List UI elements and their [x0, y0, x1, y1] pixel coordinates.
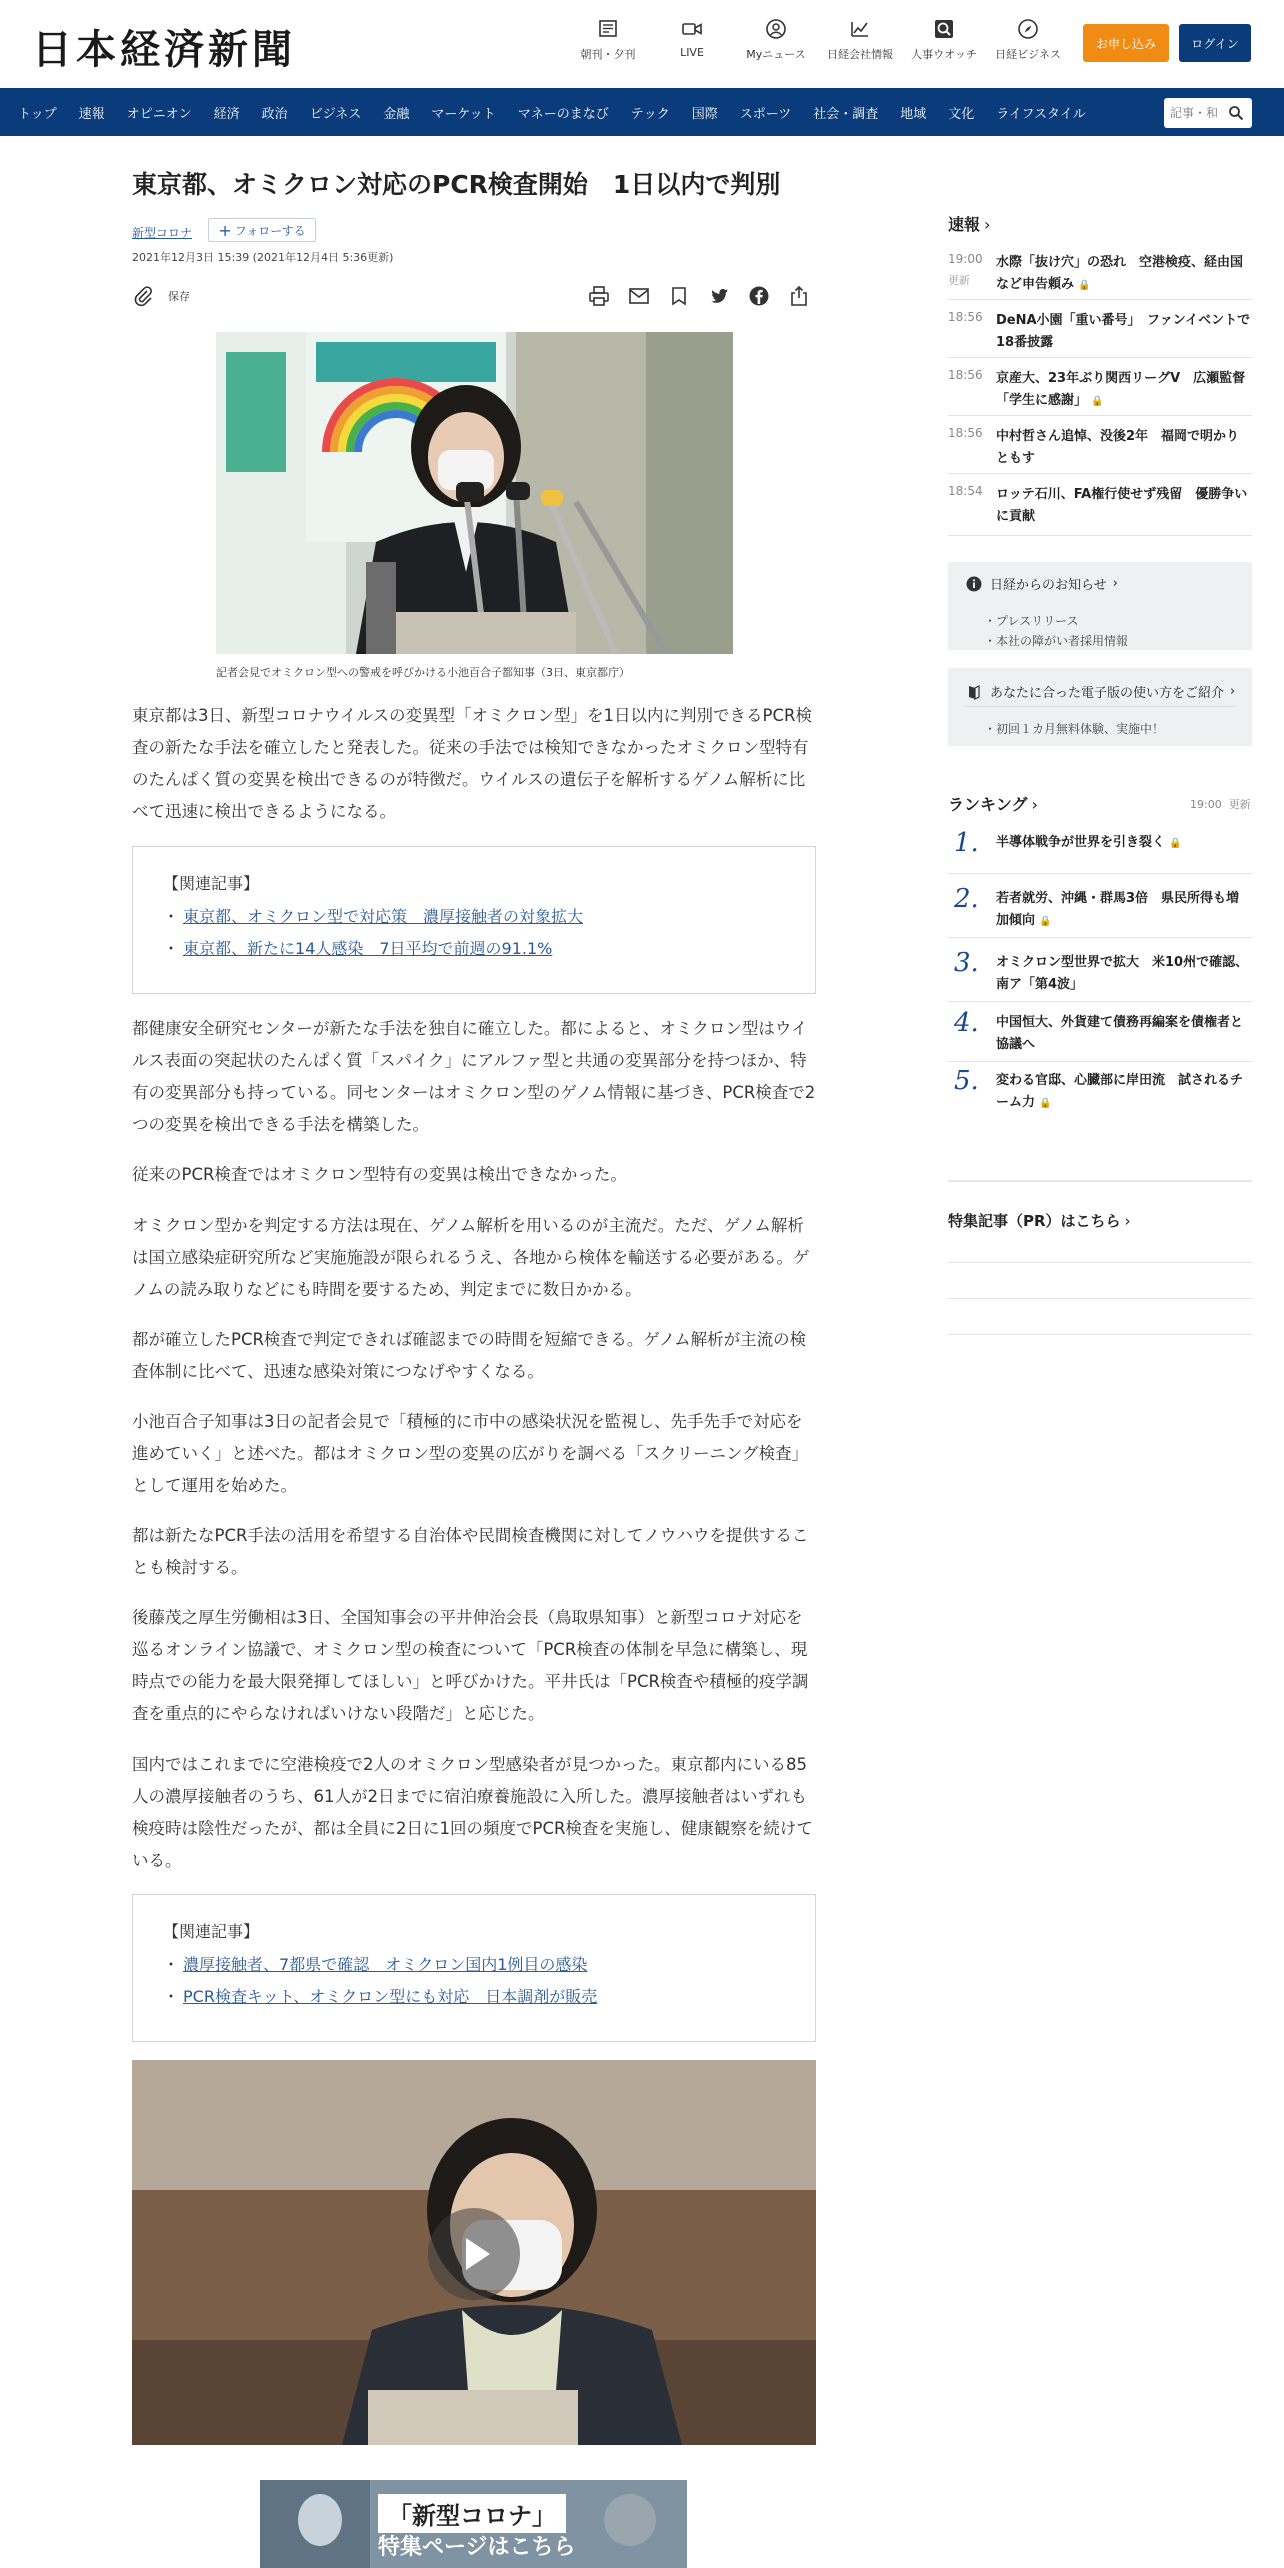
- related-articles-box: [132, 1894, 816, 2042]
- share-toolbar: [588, 285, 828, 307]
- nav-item[interactable]: 経済: [213, 106, 240, 122]
- breaking-news-item[interactable]: [948, 426, 1252, 474]
- header-link-label: 人事ウオッチ: [911, 48, 977, 61]
- section-divider: [948, 1180, 1252, 1182]
- breaking-news-item[interactable]: [948, 252, 1252, 300]
- newspaper-icon: [597, 18, 619, 40]
- nav-items: [18, 88, 1108, 136]
- header-link-label: 日経ビジネス: [995, 48, 1061, 61]
- header-link-company-info[interactable]: [818, 18, 902, 62]
- ebook-guide-box: [948, 668, 1252, 746]
- notice-item[interactable]: ・プレスリリース: [984, 614, 1079, 628]
- nav-item[interactable]: オピニオン: [126, 106, 192, 122]
- play-icon: [428, 2208, 520, 2300]
- article-paragraph: 後藤茂之厚生労働相は3日、全国知事会の平井伸治会長（鳥取県知事）と新型コロナ対応を巡るオンライン協議で、オミクロン型の検査について「PCR検査の体制を早急に構築し、現時点での能力を最大限発揮してほしい」と呼びかけた。平井氏は「PCR検査や積極的疫学調査を重点的にやらなければいけない段階だ」と応じた。: [132, 1608, 809, 1723]
- banner-line2: 特集ページはこちら: [378, 2535, 576, 2560]
- rank-number: 3.: [954, 948, 979, 978]
- ranking-item[interactable]: [948, 884, 1252, 938]
- nav-item[interactable]: マーケット: [431, 106, 496, 122]
- article-paragraph: 都は新たなPCR手法の活用を希望する自治体や民間検査機関に対してノウハウを提供することも検討する。: [132, 1526, 809, 1577]
- related-article-link[interactable]: ・ 東京都、新たに14人感染 7日平均で前週の91.1%: [163, 939, 553, 958]
- covid-feature-banner[interactable]: [260, 2480, 687, 2568]
- header-link-mynews[interactable]: [734, 18, 818, 62]
- article-paragraph: 都が確立したPCR検査で判定できれば確認までの時間を短縮できる。ゲノム解析が主流の検査体制に比べて、迅速な感染対策につなげやすくなる。: [132, 1330, 807, 1381]
- related-title: 【関連記事】: [163, 874, 260, 893]
- site-logo[interactable]: 日本経済新聞: [32, 26, 296, 73]
- news-headline[interactable]: 京産大、23年ぶり関西リーグV 広瀬監督「学生に感謝」 🔒: [996, 371, 1246, 408]
- rank-number: 2.: [954, 884, 979, 914]
- related-article-link[interactable]: ・ 濃厚接触者、7都県で確認 オミクロン国内1例目の感染: [163, 1955, 588, 1974]
- nav-item[interactable]: 地域: [900, 106, 927, 122]
- site-header: [0, 0, 1284, 88]
- lock-icon: 🔒: [1039, 1098, 1052, 1109]
- lock-icon: 🔒: [1091, 396, 1104, 407]
- twitter-icon[interactable]: [708, 285, 730, 307]
- header-link-live[interactable]: [650, 18, 734, 62]
- feature-articles-heading[interactable]: 特集記事（PR）はこちら ›: [948, 1212, 1131, 1230]
- breaking-news-heading[interactable]: 速報 ›: [948, 215, 991, 234]
- rank-headline[interactable]: 中国恒大、外貨建て債務再編案を債権者と協議へ: [996, 1015, 1244, 1052]
- nav-item[interactable]: 金融: [383, 106, 410, 122]
- header-links: [566, 18, 1070, 62]
- header-link-label: LIVE: [680, 46, 704, 59]
- ranking-timestamp: 19:00 更新: [1190, 798, 1251, 811]
- nav-item[interactable]: ビジネス: [309, 106, 362, 122]
- related-article-link[interactable]: ・ PCR検査キット、オミクロン型にも対応 日本調剤が販売: [163, 1987, 598, 2006]
- rank-headline[interactable]: 変わる官邸、心臓部に岸田流 試されるチーム力 🔒: [996, 1073, 1244, 1110]
- topic-tag-link[interactable]: 新型コロナ: [132, 226, 193, 240]
- photo-caption: 記者会見でオミクロン型への警戒を呼びかける小池百合子都知事（3日、東京都庁）: [216, 666, 630, 679]
- news-time: 18:56: [948, 310, 983, 324]
- breaking-news-item[interactable]: [948, 368, 1252, 416]
- follow-label: フォローする: [234, 223, 306, 238]
- ranking-item[interactable]: [948, 1008, 1252, 1062]
- article-paragraph: 国内ではこれまでに空港検疫で2人のオミクロン型感染者が見つかった。東京都内にいる85人の濃厚接触者のうち、61人が2日までに宿泊療養施設に入所した。濃厚接触者はいずれも検疫時は陰性だったが、都は全員に2日に1回の頻度でPCR検査を実施し、健康観察を続けている。: [132, 1755, 813, 1870]
- ranking-item[interactable]: [948, 828, 1252, 874]
- news-headline[interactable]: 水際「抜け穴」の恐れ 空港検疫、経由国など申告頼み 🔒: [996, 255, 1244, 292]
- lock-icon: 🔒: [1039, 916, 1052, 927]
- play-button[interactable]: [428, 2208, 520, 2300]
- ebook-item[interactable]: ・初回１カ月無料体験、実施中！: [984, 722, 1165, 736]
- video-camera-icon: [681, 18, 703, 40]
- nav-item[interactable]: ライフスタイル: [996, 106, 1086, 122]
- ranking-item[interactable]: [948, 948, 1252, 1002]
- divider: [948, 1262, 1252, 1263]
- nav-item[interactable]: 文化: [948, 106, 975, 122]
- nav-item[interactable]: マネーのまなび: [517, 106, 609, 122]
- header-link-label: Myニュース: [746, 48, 806, 61]
- chevron-right-icon: ›: [1230, 684, 1236, 699]
- divider: [948, 1334, 1252, 1335]
- nav-item[interactable]: 社会・調査: [813, 106, 879, 122]
- rank-number: 1.: [954, 828, 979, 858]
- news-headline[interactable]: 中村哲さん追悼、没後2年 福岡で明かりともす: [996, 429, 1240, 466]
- news-time: 19:00: [948, 252, 983, 266]
- compass-icon: [1017, 18, 1039, 40]
- nav-item[interactable]: 速報: [78, 106, 105, 122]
- bookmark-note-icon[interactable]: [668, 285, 690, 307]
- info-icon: [966, 576, 982, 592]
- rank-headline[interactable]: オミクロン型世界で拡大 米10州で確認、南ア「第4波」: [996, 955, 1249, 992]
- press-conference-photo: [216, 332, 733, 654]
- main-nav: [0, 88, 1284, 136]
- nav-item[interactable]: トップ: [18, 106, 57, 122]
- book-icon: [966, 684, 982, 700]
- banner-line1: 「新型コロナ」: [378, 2494, 566, 2533]
- nikkei-notice-box: [948, 562, 1252, 650]
- header-link-label: 日経会社情報: [827, 48, 893, 61]
- save-button[interactable]: [132, 285, 190, 307]
- news-time: 18:56: [948, 368, 983, 382]
- print-icon[interactable]: [588, 285, 610, 307]
- ranking-item[interactable]: [948, 1066, 1252, 1122]
- article-headline: 東京都、オミクロン対応のPCR検査開始 1日以内で判別: [132, 170, 781, 199]
- article-paragraph: オミクロン型かを判定する方法は現在、ゲノム解析を用いるのが主流だ。ただ、ゲノム解析は国立感染症研究所など実施施設が限られるうえ、各地から検体を輸送する必要がある。ゲノムの読み取りなどにも時間を要するため、判定までに数日かかる。: [132, 1216, 810, 1299]
- chevron-right-icon: ›: [1112, 576, 1118, 591]
- related-title: 【関連記事】: [163, 1922, 260, 1941]
- divider: [966, 706, 1234, 707]
- nav-item[interactable]: 政治: [261, 106, 288, 122]
- search-icon[interactable]: [1228, 105, 1244, 121]
- video-player[interactable]: [132, 2060, 816, 2445]
- header-link-label: 朝刊・夕刊: [580, 48, 636, 61]
- paperclip-icon: [132, 285, 154, 307]
- rank-headline[interactable]: 半導体戦争が世界を引き裂く 🔒: [996, 835, 1182, 850]
- ebook-guide-title[interactable]: あなたに合った電子版の使い方をご紹介 ›: [966, 682, 1235, 701]
- rank-headline[interactable]: 若者就労、沖縄・群馬3倍 県民所得も増加傾向 🔒: [996, 891, 1240, 928]
- ranking-heading[interactable]: ランキング ›: [948, 795, 1038, 814]
- news-headline[interactable]: ロッテ石川、FA権行使せず残留 優勝争いに貢献: [996, 487, 1248, 524]
- rank-number: 4.: [954, 1008, 979, 1038]
- news-updated: 更新: [948, 274, 970, 287]
- divider: [948, 1298, 1252, 1299]
- mail-icon[interactable]: [628, 285, 650, 307]
- related-article-link[interactable]: ・ 東京都、オミクロン型で対応策 濃厚接触者の対象拡大: [163, 907, 584, 926]
- notice-title[interactable]: 日経からのお知らせ ›: [966, 574, 1118, 593]
- header-link-nikkei-business[interactable]: [986, 18, 1070, 62]
- rank-number: 5.: [954, 1066, 979, 1096]
- share-icon[interactable]: [788, 285, 810, 307]
- nav-search[interactable]: [1164, 98, 1252, 128]
- article-dateline: 2021年12月3日 15:39 (2021年12月4日 5:36更新): [132, 251, 394, 264]
- search-input[interactable]: [1170, 104, 1220, 122]
- facebook-icon[interactable]: [748, 285, 770, 307]
- lock-icon: 🔒: [1169, 838, 1182, 849]
- article-paragraph: 従来のPCR検査ではオミクロン型特有の変異は検出できなかった。: [132, 1165, 627, 1184]
- chart-icon: [849, 18, 871, 40]
- header-link-personnel-watch[interactable]: [902, 18, 986, 62]
- news-time: 18:54: [948, 484, 983, 498]
- related-articles-box: [132, 846, 816, 994]
- news-headline[interactable]: DeNA小園「重い番号」 ファンイベントで18番披露: [996, 313, 1251, 350]
- news-time: 18:56: [948, 426, 983, 440]
- notice-item[interactable]: ・本社の障がい者採用情報: [984, 634, 1129, 648]
- nav-item[interactable]: テック: [630, 106, 670, 122]
- chevron-right-icon: ›: [1031, 795, 1038, 814]
- article-paragraph: 都健康安全研究センターが新たな手法を独自に確立した。都によると、オミクロン型はウイルス表面の突起状のたんぱく質「スパイク」にアルファ型と共通の変異部分を持つほか、特有の変異部分も持っている。同センターはオミクロン型のゲノム情報に基づき、PCR検査で2つの変異を検出できる手法を構築した。: [132, 1019, 816, 1134]
- breaking-news-item[interactable]: [948, 484, 1252, 536]
- breaking-news-item[interactable]: [948, 310, 1252, 358]
- lock-icon: 🔒: [1078, 280, 1091, 291]
- chevron-right-icon: ›: [1124, 1212, 1131, 1230]
- user-icon: [765, 18, 787, 40]
- search-person-icon: [933, 18, 955, 40]
- login-button[interactable]: ログイン: [1179, 24, 1251, 62]
- follow-button[interactable]: [208, 218, 316, 242]
- article-paragraph: 小池百合子知事は3日の記者会見で「積極的に市中の感染状況を監視し、先手先手で対応を進めていく」と述べた。都はオミクロン型の変異の広がりを調べる「スクリーニング検査」として運用を始めた。: [132, 1412, 809, 1495]
- plus-icon: +: [218, 220, 232, 240]
- article-photo: [216, 332, 733, 654]
- header-link-print-edition[interactable]: [566, 18, 650, 62]
- chevron-right-icon: ›: [984, 215, 991, 234]
- article-paragraph: 東京都は3日、新型コロナウイルスの変異型「オミクロン型」を1日以内に判別できるPCR検査の新たな手法を確立したと発表した。従来の手法では検知できなかったオミクロン型特有のたんぱく質の変異を検出できるのが特徴だ。ウイルスの遺伝子を解析するゲノム解析に比べて迅速に検出できるようになる。: [132, 706, 812, 821]
- nav-item[interactable]: 国際: [691, 106, 718, 122]
- save-label: 保存: [168, 290, 190, 303]
- nav-item[interactable]: スポーツ: [739, 106, 792, 122]
- subscribe-button[interactable]: お申し込み: [1083, 24, 1169, 62]
